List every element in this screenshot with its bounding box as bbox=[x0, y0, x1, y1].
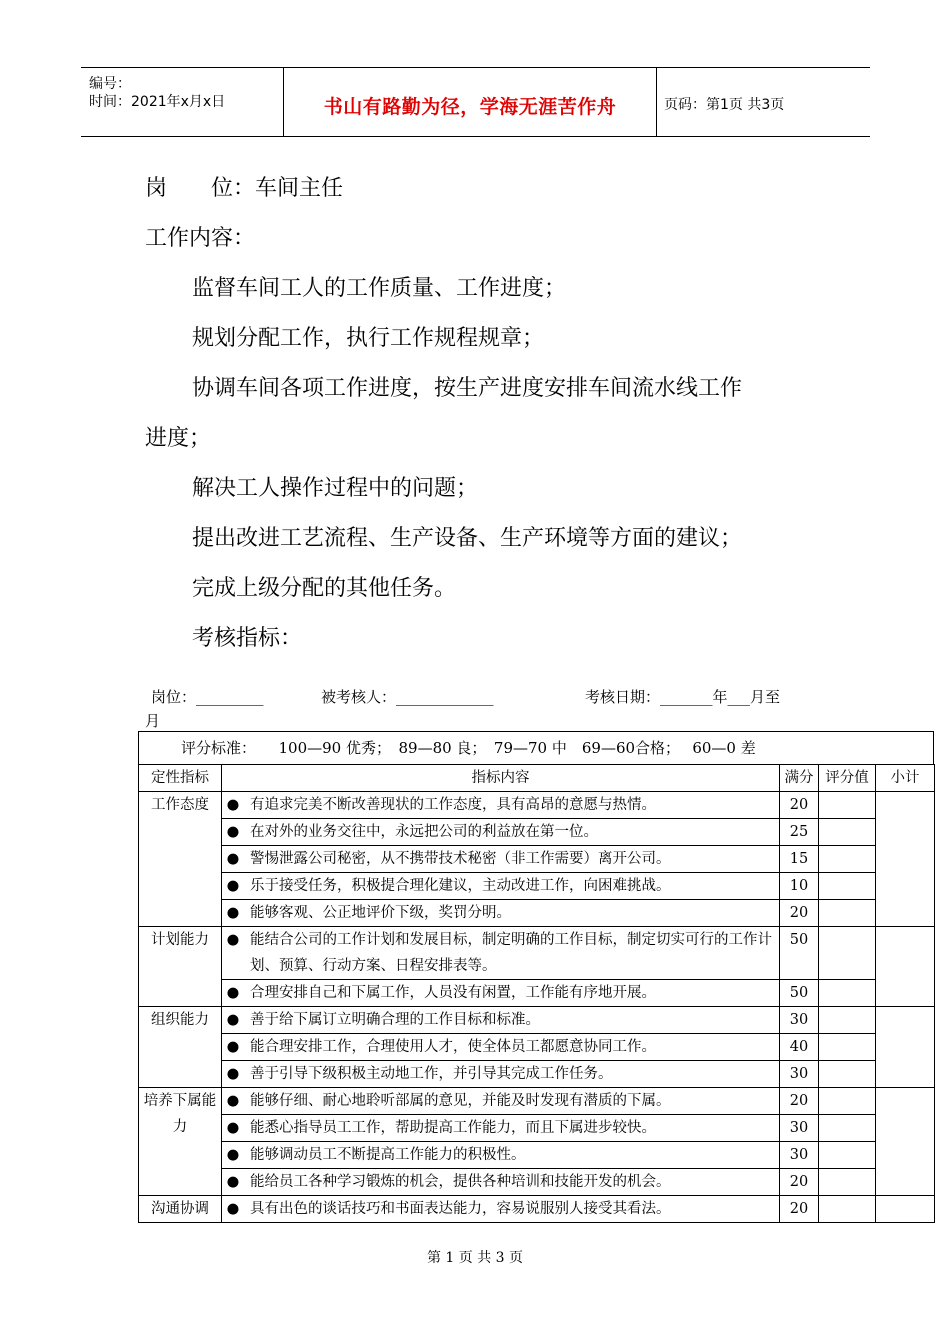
table-row bbox=[139, 1034, 935, 1061]
row-score: 30 bbox=[780, 1115, 819, 1142]
header-rating: 评分值 bbox=[819, 765, 876, 792]
duty-1: 监督车间工人的工作质量、工作进度； bbox=[192, 276, 567, 301]
row-text: 能结合公司的工作计划和发展目标，制定明确的工作目标，制定切实可行的工作计划、预算、行动方案、日程安排表等。 bbox=[244, 927, 780, 980]
bullet-icon: ● bbox=[222, 819, 245, 846]
rating-cell[interactable] bbox=[819, 819, 876, 846]
header-motto-cell bbox=[283, 68, 657, 136]
position-line: 岗 位：车间主任 bbox=[145, 176, 344, 201]
bullet-icon: ● bbox=[222, 1169, 245, 1196]
row-score: 30 bbox=[780, 1007, 819, 1034]
subtotal-cell[interactable] bbox=[876, 1088, 935, 1196]
row-score: 20 bbox=[780, 1196, 819, 1223]
table-row bbox=[139, 900, 935, 927]
table-row bbox=[139, 980, 935, 1007]
bullet-icon: ● bbox=[222, 1088, 245, 1115]
row-text: 合理安排自己和下属工作，人员没有闲置，工作能有序地开展。 bbox=[244, 980, 780, 1007]
rating-cell[interactable] bbox=[819, 1061, 876, 1088]
row-score: 10 bbox=[780, 873, 819, 900]
scoring-standard bbox=[138, 731, 934, 764]
category-cell: 组织能力 bbox=[139, 1007, 222, 1088]
header-subtotal: 小计 bbox=[876, 765, 935, 792]
rating-cell[interactable] bbox=[819, 1088, 876, 1115]
bullet-icon: ● bbox=[222, 1142, 245, 1169]
rating-cell[interactable] bbox=[819, 873, 876, 900]
row-score: 20 bbox=[780, 900, 819, 927]
time-label: 时间：2021年x月x日 bbox=[89, 94, 226, 110]
row-score: 20 bbox=[780, 1088, 819, 1115]
table-row bbox=[139, 1061, 935, 1088]
duty-5: 提出改进工艺流程、生产设备、生产环境等方面的建议； bbox=[192, 526, 743, 551]
bullet-icon: ● bbox=[222, 927, 245, 980]
rating-cell[interactable] bbox=[819, 846, 876, 873]
table-row bbox=[139, 1088, 935, 1115]
row-text: 善于引导下级积极主动地工作，并引导其完成工作任务。 bbox=[244, 1061, 780, 1088]
evaluation-table bbox=[138, 764, 935, 1223]
position-field: 岗位：_________ bbox=[151, 688, 264, 706]
rating-cell[interactable] bbox=[819, 1196, 876, 1223]
subtotal-cell[interactable] bbox=[876, 927, 935, 1007]
rating-cell[interactable] bbox=[819, 792, 876, 819]
assessee-field: 被考核人：_____________ bbox=[321, 688, 494, 706]
row-score: 50 bbox=[780, 927, 819, 980]
table-row bbox=[139, 1169, 935, 1196]
number-label: 编号： bbox=[89, 76, 131, 92]
duty-6: 完成上级分配的其他任务。 bbox=[192, 576, 457, 601]
category-cell: 沟通协调 bbox=[139, 1196, 222, 1223]
row-text: 具有出色的谈话技巧和书面表达能力，容易说服别人接受其看法。 bbox=[244, 1196, 780, 1223]
row-text: 能悉心指导员工工作，帮助提高工作能力，而且下属进步较快。 bbox=[244, 1115, 780, 1142]
row-score: 30 bbox=[780, 1061, 819, 1088]
page-footer: 第 1 页 共 3 页 bbox=[426, 1250, 524, 1266]
motto: 书山有路勤为径，学海无涯苦作舟 bbox=[323, 96, 617, 118]
row-text: 有追求完美不断改善现状的工作态度，具有高昂的意愿与热情。 bbox=[244, 792, 780, 819]
rating-cell[interactable] bbox=[819, 900, 876, 927]
bullet-icon: ● bbox=[222, 792, 245, 819]
table-row bbox=[139, 1142, 935, 1169]
duty-3: 协调车间各项工作进度，按生产进度安排车间流水线工作 bbox=[192, 376, 743, 401]
duty-2: 规划分配工作，执行工作规程规章； bbox=[192, 326, 545, 351]
table-row bbox=[139, 846, 935, 873]
bullet-icon: ● bbox=[222, 846, 245, 873]
rating-cell[interactable] bbox=[819, 980, 876, 1007]
bullet-icon: ● bbox=[222, 1034, 245, 1061]
row-text: 善于给下属订立明确合理的工作目标和标准。 bbox=[244, 1007, 780, 1034]
header-category: 定性指标 bbox=[139, 765, 222, 792]
row-text: 乐于接受任务，积极提合理化建议，主动改进工作，向困难挑战。 bbox=[244, 873, 780, 900]
row-text: 警惕泄露公司秘密，从不携带技术秘密（非工作需要）离开公司。 bbox=[244, 846, 780, 873]
subtotal-cell[interactable] bbox=[876, 1196, 935, 1223]
category-cell: 培养下属能力 bbox=[139, 1088, 222, 1196]
date-field: 考核日期：_______年___月至 bbox=[585, 688, 781, 706]
bullet-icon: ● bbox=[222, 1115, 245, 1142]
bullet-icon: ● bbox=[222, 980, 245, 1007]
row-score: 40 bbox=[780, 1034, 819, 1061]
table-row bbox=[139, 1196, 935, 1223]
page-header bbox=[81, 67, 870, 137]
category-cell: 工作态度 bbox=[139, 792, 222, 927]
table-header-row bbox=[139, 765, 935, 792]
bullet-icon: ● bbox=[222, 1061, 245, 1088]
table-row bbox=[139, 819, 935, 846]
header-full-score: 满分 bbox=[780, 765, 819, 792]
table-row bbox=[139, 927, 935, 980]
table-row bbox=[139, 1007, 935, 1034]
row-text: 能够仔细、耐心地聆听部属的意见，并能及时发现有潜质的下属。 bbox=[244, 1088, 780, 1115]
row-score: 15 bbox=[780, 846, 819, 873]
row-text: 能合理安排工作，合理使用人才，使全体员工都愿意协同工作。 bbox=[244, 1034, 780, 1061]
table-row bbox=[139, 1115, 935, 1142]
rating-cell[interactable] bbox=[819, 1034, 876, 1061]
row-text: 在对外的业务交往中，永远把公司的利益放在第一位。 bbox=[244, 819, 780, 846]
duty-3-cont: 进度； bbox=[145, 426, 212, 451]
rating-cell[interactable] bbox=[819, 927, 876, 980]
row-text: 能给员工各种学习锻炼的机会，提供各种培训和技能开发的机会。 bbox=[244, 1169, 780, 1196]
table-row bbox=[139, 873, 935, 900]
bullet-icon: ● bbox=[222, 1007, 245, 1034]
content-title: 工作内容： bbox=[145, 226, 256, 251]
scoring-standard-text: 评分标准： 100—90 优秀； 89—80 良； 79—70 中 69—60合格； 60—0 差 bbox=[181, 739, 756, 757]
category-cell: 计划能力 bbox=[139, 927, 222, 1007]
rating-cell[interactable] bbox=[819, 1142, 876, 1169]
table-row bbox=[139, 792, 935, 819]
row-text: 能够客观、公正地评价下级，奖罚分明。 bbox=[244, 900, 780, 927]
kpi-title: 考核指标： bbox=[192, 626, 303, 651]
subtotal-cell[interactable] bbox=[876, 1007, 935, 1088]
row-text: 能够调动员工不断提高工作能力的积极性。 bbox=[244, 1142, 780, 1169]
row-score: 20 bbox=[780, 1169, 819, 1196]
row-score: 30 bbox=[780, 1142, 819, 1169]
bullet-icon: ● bbox=[222, 873, 245, 900]
rating-cell[interactable] bbox=[819, 1007, 876, 1034]
row-score: 25 bbox=[780, 819, 819, 846]
bullet-icon: ● bbox=[222, 1196, 245, 1223]
row-score: 20 bbox=[780, 792, 819, 819]
header-page-cell bbox=[656, 68, 870, 136]
header-meta bbox=[81, 68, 283, 136]
subtotal-cell[interactable] bbox=[876, 792, 935, 927]
rating-cell[interactable] bbox=[819, 1169, 876, 1196]
page-info: 页码：第1页 共3页 bbox=[664, 97, 785, 113]
bullet-icon: ● bbox=[222, 900, 245, 927]
row-score: 50 bbox=[780, 980, 819, 1007]
rating-cell[interactable] bbox=[819, 1115, 876, 1142]
date-tail: 月 bbox=[145, 712, 161, 730]
duty-4: 解决工人操作过程中的问题； bbox=[192, 476, 479, 501]
header-content: 指标内容 bbox=[222, 765, 780, 792]
